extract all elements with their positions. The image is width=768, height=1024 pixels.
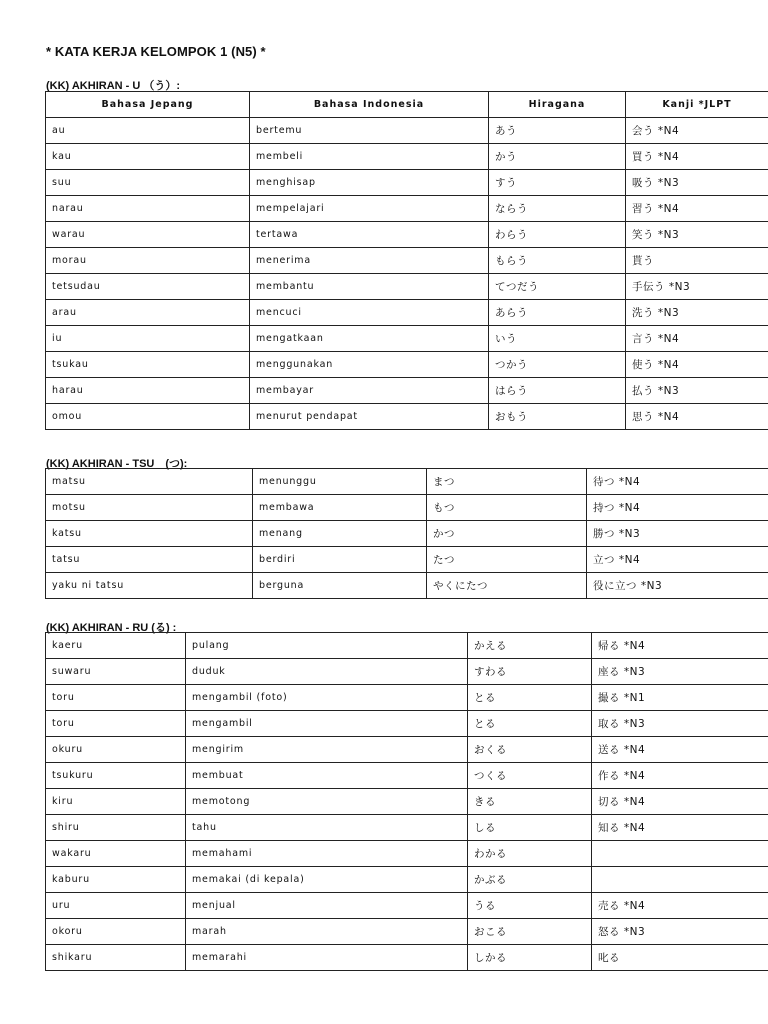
- table-row: [46, 196, 768, 222]
- hiragana-cell: おこる: [468, 919, 592, 945]
- hiragana-cell: とる: [468, 711, 592, 737]
- table-row: [46, 222, 768, 248]
- romaji-cell: arau: [46, 300, 250, 326]
- table-row: [46, 919, 768, 945]
- romaji-cell: wakaru: [46, 841, 186, 867]
- table-row: [46, 469, 768, 495]
- kanji-cell: 貰う: [626, 248, 768, 274]
- kanji-cell: 思う *N4: [626, 404, 768, 430]
- column-header-bahasa-jepang: Bahasa Jepang: [46, 92, 250, 118]
- table-row: [46, 144, 768, 170]
- kanji-cell: 待つ *N4: [587, 469, 768, 495]
- romaji-cell: tsukau: [46, 352, 250, 378]
- kanji-cell: 習う *N4: [626, 196, 768, 222]
- romaji-cell: tetsudau: [46, 274, 250, 300]
- table-row: [46, 841, 768, 867]
- section-label-ru: (KK) AKHIRAN - RU (る) :: [46, 622, 177, 634]
- indonesian-cell: menang: [253, 521, 427, 547]
- kanji-cell: 言う *N4: [626, 326, 768, 352]
- table-row: [46, 495, 768, 521]
- kanji-cell: 取る *N3: [592, 711, 768, 737]
- romaji-cell: toru: [46, 711, 186, 737]
- table-row: [46, 893, 768, 919]
- romaji-cell: suu: [46, 170, 250, 196]
- indonesian-cell: memakai (di kepala): [186, 867, 468, 893]
- hiragana-cell: うる: [468, 893, 592, 919]
- hiragana-cell: あらう: [489, 300, 626, 326]
- kanji-cell: 作る *N4: [592, 763, 768, 789]
- romaji-cell: warau: [46, 222, 250, 248]
- table-row: [46, 118, 768, 144]
- kanji-cell: 会う *N4: [626, 118, 768, 144]
- hiragana-cell: わかる: [468, 841, 592, 867]
- indonesian-cell: berguna: [253, 573, 427, 599]
- romaji-cell: toru: [46, 685, 186, 711]
- page-title: * KATA KERJA KELOMPOK 1 (N5) *: [46, 44, 266, 59]
- table-row: [46, 300, 768, 326]
- hiragana-cell: つかう: [489, 352, 626, 378]
- hiragana-cell: はらう: [489, 378, 626, 404]
- hiragana-cell: いう: [489, 326, 626, 352]
- romaji-cell: tatsu: [46, 547, 253, 573]
- hiragana-cell: しかる: [468, 945, 592, 971]
- hiragana-cell: おくる: [468, 737, 592, 763]
- hiragana-cell: かつ: [427, 521, 587, 547]
- kanji-cell: 帰る *N4: [592, 633, 768, 659]
- kanji-cell: 怒る *N3: [592, 919, 768, 945]
- hiragana-cell: かえる: [468, 633, 592, 659]
- romaji-cell: au: [46, 118, 250, 144]
- hiragana-cell: ならう: [489, 196, 626, 222]
- indonesian-cell: membeli: [250, 144, 489, 170]
- kanji-cell: 買う *N4: [626, 144, 768, 170]
- table-row: [46, 547, 768, 573]
- hiragana-cell: とる: [468, 685, 592, 711]
- table-header-row: [46, 92, 768, 118]
- romaji-cell: katsu: [46, 521, 253, 547]
- hiragana-cell: てつだう: [489, 274, 626, 300]
- indonesian-cell: tertawa: [250, 222, 489, 248]
- kanji-cell: 叱る: [592, 945, 768, 971]
- romaji-cell: kiru: [46, 789, 186, 815]
- indonesian-cell: memarahi: [186, 945, 468, 971]
- kanji-cell: [592, 867, 768, 893]
- table-row: [46, 659, 768, 685]
- table-row: [46, 170, 768, 196]
- indonesian-cell: mengatkaan: [250, 326, 489, 352]
- kanji-cell: 払う *N3: [626, 378, 768, 404]
- table-row: [46, 248, 768, 274]
- hiragana-cell: あう: [489, 118, 626, 144]
- romaji-cell: okuru: [46, 737, 186, 763]
- kanji-cell: 吸う *N3: [626, 170, 768, 196]
- indonesian-cell: mengirim: [186, 737, 468, 763]
- indonesian-cell: memahami: [186, 841, 468, 867]
- indonesian-cell: menerima: [250, 248, 489, 274]
- table-row: [46, 404, 768, 430]
- hiragana-cell: すう: [489, 170, 626, 196]
- romaji-cell: narau: [46, 196, 250, 222]
- kanji-cell: 勝つ *N3: [587, 521, 768, 547]
- indonesian-cell: menunggu: [253, 469, 427, 495]
- kanji-cell: 送る *N4: [592, 737, 768, 763]
- table-row: [46, 763, 768, 789]
- table-row: [46, 867, 768, 893]
- indonesian-cell: memotong: [186, 789, 468, 815]
- kanji-cell: 知る *N4: [592, 815, 768, 841]
- kanji-cell: 撮る *N1: [592, 685, 768, 711]
- hiragana-cell: わらう: [489, 222, 626, 248]
- table-row: [46, 274, 768, 300]
- table-row: [46, 521, 768, 547]
- hiragana-cell: まつ: [427, 469, 587, 495]
- table-row: [46, 789, 768, 815]
- romaji-cell: kaburu: [46, 867, 186, 893]
- indonesian-cell: menjual: [186, 893, 468, 919]
- kanji-cell: 売る *N4: [592, 893, 768, 919]
- section-label-tsu: (KK) AKHIRAN - TSU (つ):: [46, 458, 188, 470]
- romaji-cell: shikaru: [46, 945, 186, 971]
- indonesian-cell: membantu: [250, 274, 489, 300]
- hiragana-cell: もつ: [427, 495, 587, 521]
- indonesian-cell: mempelajari: [250, 196, 489, 222]
- column-header-hiragana: Hiragana: [489, 92, 626, 118]
- kanji-cell: 使う *N4: [626, 352, 768, 378]
- romaji-cell: kaeru: [46, 633, 186, 659]
- hiragana-cell: しる: [468, 815, 592, 841]
- hiragana-cell: たつ: [427, 547, 587, 573]
- kanji-cell: 笑う *N3: [626, 222, 768, 248]
- table-row: [46, 633, 768, 659]
- hiragana-cell: かう: [489, 144, 626, 170]
- romaji-cell: yaku ni tatsu: [46, 573, 253, 599]
- indonesian-cell: mencuci: [250, 300, 489, 326]
- indonesian-cell: berdiri: [253, 547, 427, 573]
- kanji-cell: 立つ *N4: [587, 547, 768, 573]
- romaji-cell: motsu: [46, 495, 253, 521]
- indonesian-cell: membawa: [253, 495, 427, 521]
- romaji-cell: okoru: [46, 919, 186, 945]
- hiragana-cell: つくる: [468, 763, 592, 789]
- hiragana-cell: すわる: [468, 659, 592, 685]
- romaji-cell: kau: [46, 144, 250, 170]
- hiragana-cell: やくにたつ: [427, 573, 587, 599]
- hiragana-cell: きる: [468, 789, 592, 815]
- romaji-cell: tsukuru: [46, 763, 186, 789]
- indonesian-cell: bertemu: [250, 118, 489, 144]
- kanji-cell: 座る *N3: [592, 659, 768, 685]
- hiragana-cell: おもう: [489, 404, 626, 430]
- indonesian-cell: duduk: [186, 659, 468, 685]
- indonesian-cell: membuat: [186, 763, 468, 789]
- romaji-cell: shiru: [46, 815, 186, 841]
- section-label-u: (KK) AKHIRAN - U （う）:: [46, 80, 181, 92]
- indonesian-cell: mengambil (foto): [186, 685, 468, 711]
- kanji-cell: 持つ *N4: [587, 495, 768, 521]
- romaji-cell: uru: [46, 893, 186, 919]
- table-row: [46, 815, 768, 841]
- romaji-cell: omou: [46, 404, 250, 430]
- kanji-cell: 役に立つ *N3: [587, 573, 768, 599]
- verb-table-tsu: [45, 468, 768, 599]
- table-row: [46, 326, 768, 352]
- indonesian-cell: tahu: [186, 815, 468, 841]
- indonesian-cell: mengambil: [186, 711, 468, 737]
- kanji-cell: [592, 841, 768, 867]
- hiragana-cell: かぶる: [468, 867, 592, 893]
- verb-table-ru: [45, 632, 768, 971]
- table-row: [46, 737, 768, 763]
- kanji-cell: 切る *N4: [592, 789, 768, 815]
- indonesian-cell: menurut pendapat: [250, 404, 489, 430]
- verb-table-u: [45, 91, 768, 430]
- table-row: [46, 685, 768, 711]
- column-header-bahasa-indonesia: Bahasa Indonesia: [250, 92, 489, 118]
- romaji-cell: morau: [46, 248, 250, 274]
- column-header-kanji-jlpt: Kanji *JLPT: [626, 92, 768, 118]
- indonesian-cell: menghisap: [250, 170, 489, 196]
- table-row: [46, 378, 768, 404]
- romaji-cell: suwaru: [46, 659, 186, 685]
- indonesian-cell: pulang: [186, 633, 468, 659]
- hiragana-cell: もらう: [489, 248, 626, 274]
- romaji-cell: harau: [46, 378, 250, 404]
- indonesian-cell: membayar: [250, 378, 489, 404]
- table-row: [46, 945, 768, 971]
- indonesian-cell: marah: [186, 919, 468, 945]
- table-row: [46, 573, 768, 599]
- romaji-cell: iu: [46, 326, 250, 352]
- indonesian-cell: menggunakan: [250, 352, 489, 378]
- table-row: [46, 711, 768, 737]
- romaji-cell: matsu: [46, 469, 253, 495]
- table-row: [46, 352, 768, 378]
- kanji-cell: 手伝う *N3: [626, 274, 768, 300]
- kanji-cell: 洗う *N3: [626, 300, 768, 326]
